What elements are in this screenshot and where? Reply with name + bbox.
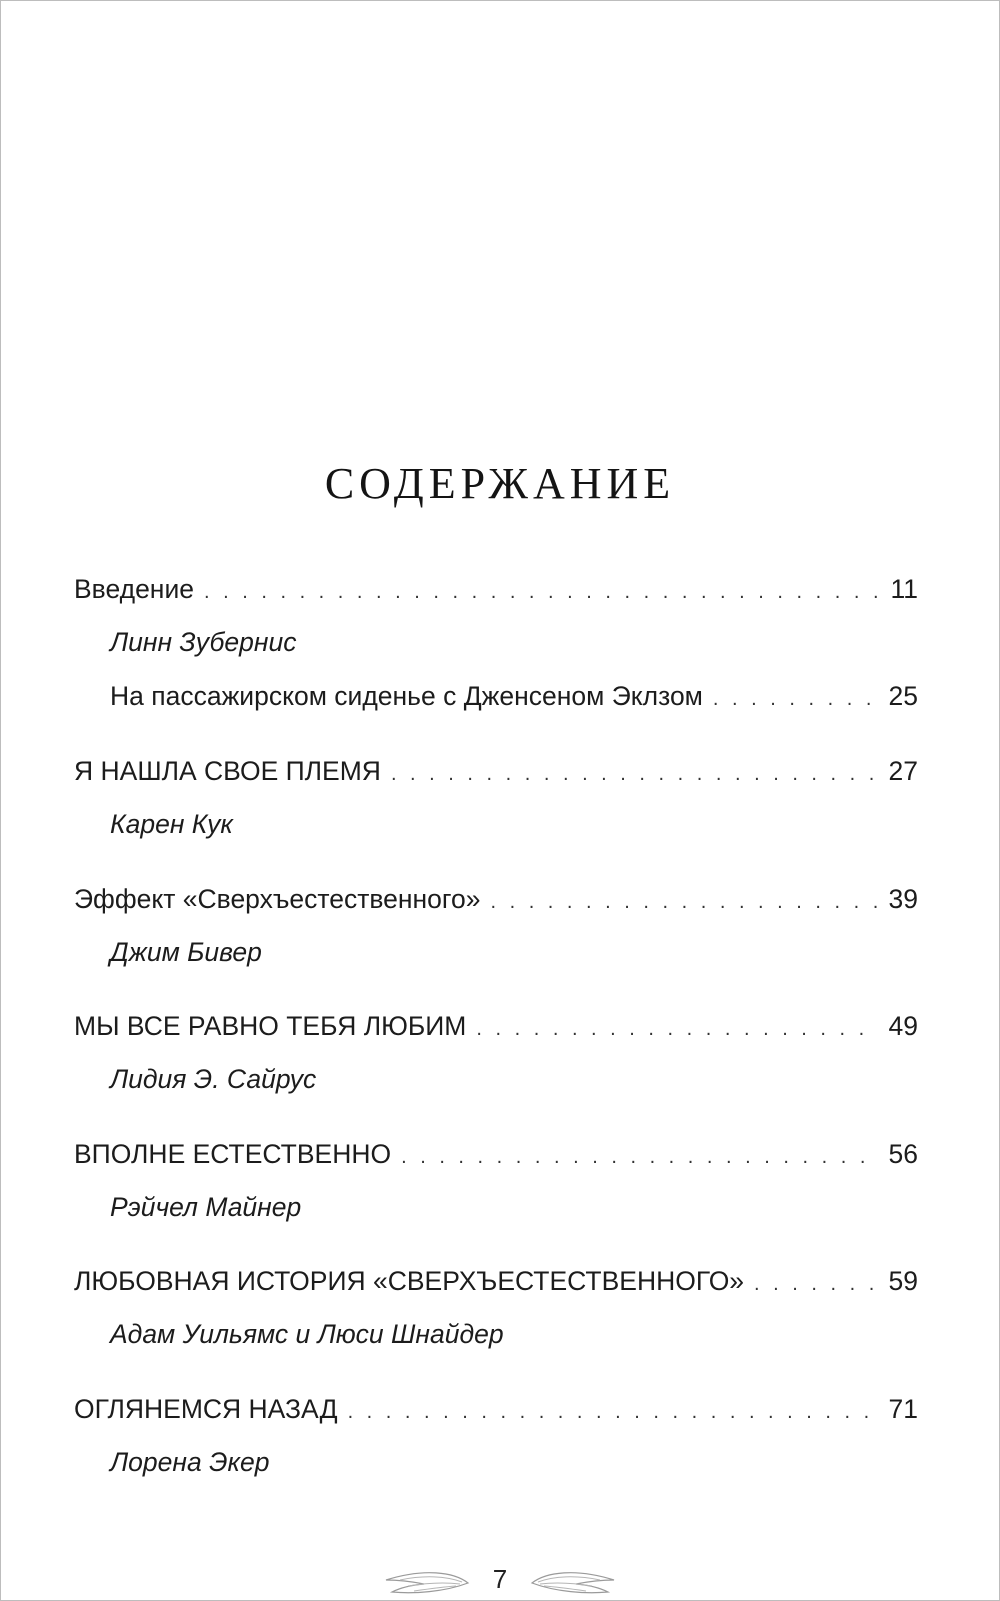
- angel-wings-icon: [384, 1570, 470, 1596]
- toc-entry-look-back[interactable]: [74, 1396, 918, 1423]
- leader-dots: [204, 582, 880, 602]
- toc-entry-love-story[interactable]: [74, 1268, 918, 1295]
- toc-entry-page: 56: [888, 1139, 918, 1169]
- toc-entry-page: 59: [888, 1266, 918, 1296]
- toc-entry-page: 27: [888, 756, 918, 786]
- page-number: 7: [492, 1564, 508, 1594]
- toc-entry-passenger-seat[interactable]: [110, 683, 918, 710]
- toc-entry-author: Джим Бивер: [110, 937, 262, 967]
- toc-entry-page: 11: [890, 574, 918, 604]
- toc-entry-author: Рэйчел Майнер: [110, 1192, 302, 1222]
- toc-entry-label: ЛЮБОВНАЯ ИСТОРИЯ «СВЕРХЪЕСТЕСТВЕННОГО»: [74, 1266, 745, 1296]
- toc-entry-page: 25: [888, 681, 918, 711]
- leader-dots: [348, 1402, 879, 1422]
- toc-entry-label: Эффект «Сверхъестественного»: [74, 884, 481, 914]
- leader-dots: [476, 1019, 878, 1039]
- toc-entry-supernatural-effect[interactable]: [74, 886, 918, 913]
- toc-entry-quite-natural[interactable]: [74, 1141, 918, 1168]
- toc-entry-author: Лидия Э. Сайрус: [110, 1064, 317, 1094]
- toc-entry-author: Карен Кук: [110, 809, 233, 839]
- leader-dots: [490, 892, 878, 912]
- toc-entry-label: Я НАШЛА СВОЕ ПЛЕМЯ: [74, 756, 381, 786]
- toc-entry-page: 39: [888, 884, 918, 914]
- leader-dots: [391, 764, 879, 784]
- toc-entry-author: Адам Уильямс и Люси Шнайдер: [110, 1319, 504, 1349]
- leader-dots: [401, 1147, 878, 1167]
- leader-dots: [713, 689, 879, 709]
- toc-entry-we-love-you-anyway[interactable]: [74, 1013, 918, 1040]
- page-title: СОДЕРЖАНИЕ: [324, 459, 676, 508]
- toc-entry-label: ОГЛЯНЕМСЯ НАЗАД: [74, 1394, 338, 1424]
- toc-entry-found-my-tribe[interactable]: [74, 758, 918, 785]
- toc-entry-page: 49: [888, 1011, 918, 1041]
- leader-dots: [754, 1274, 878, 1294]
- toc-entry-label: МЫ ВСЕ РАВНО ТЕБЯ ЛЮБИМ: [74, 1011, 467, 1041]
- toc-entry-label: ВПОЛНЕ ЕСТЕСТВЕННО: [74, 1139, 392, 1169]
- toc-entry-introduction[interactable]: [74, 576, 918, 603]
- angel-wings-icon: [530, 1570, 616, 1596]
- toc-entry-label: На пассажирском сиденье с Дженсеном Эклзом: [110, 681, 703, 711]
- toc-entry-author: Лорена Экер: [110, 1447, 270, 1477]
- toc-entry-page: 71: [888, 1394, 918, 1424]
- toc-entry-author: Линн Зубернис: [110, 627, 297, 657]
- toc-entry-label: Введение: [74, 574, 194, 604]
